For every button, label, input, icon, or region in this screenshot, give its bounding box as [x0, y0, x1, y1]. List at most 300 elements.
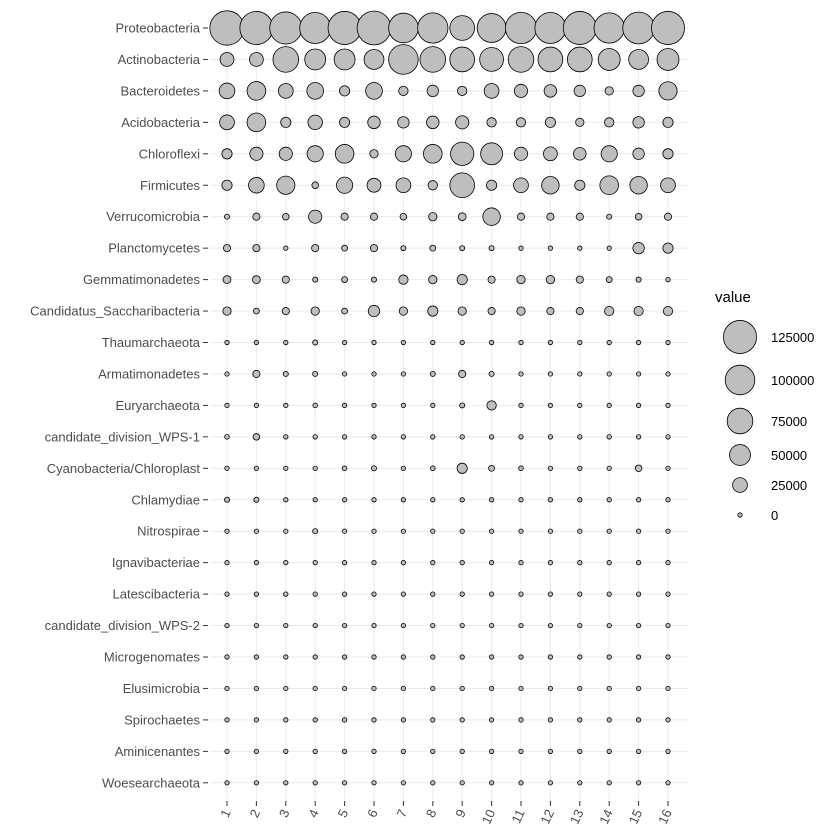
bubble-point — [429, 275, 437, 283]
bubble-point — [342, 749, 346, 753]
bubble-point — [313, 403, 318, 408]
bubble-point — [277, 176, 295, 194]
bubble-point — [401, 592, 405, 596]
bubble-point — [401, 435, 405, 439]
bubble-point — [401, 655, 405, 659]
bubble-point — [401, 466, 405, 470]
bubble-point — [546, 275, 554, 283]
bubble-point — [431, 340, 435, 344]
bubble-point — [636, 435, 640, 439]
bubble-point — [342, 372, 346, 376]
bubble-point — [606, 277, 612, 283]
bubble-point — [372, 655, 376, 659]
bubble-point — [284, 623, 288, 627]
bubble-point — [253, 370, 260, 377]
bubble-point — [576, 276, 583, 283]
bubble-point — [401, 403, 405, 407]
x-tick-label: 13 — [566, 806, 587, 827]
y-tick-label: Firmicutes — [140, 177, 200, 193]
bubble-point — [284, 340, 288, 344]
bubble-point — [367, 178, 381, 192]
bubble-point — [460, 592, 464, 596]
bubble-point — [578, 372, 582, 376]
y-tick-label: candidate_division_WPS-2 — [44, 618, 200, 634]
bubble-point — [313, 592, 317, 596]
bubble-point — [666, 372, 670, 376]
bubble-point — [663, 117, 673, 127]
bubble-point — [284, 435, 288, 439]
bubble-point — [225, 435, 230, 440]
bubble-point — [635, 465, 642, 472]
bubble-point — [460, 560, 464, 564]
bubble-series — [210, 11, 685, 785]
x-tick-label: 12 — [537, 806, 558, 827]
bubble-point — [253, 245, 260, 252]
bubble-point — [544, 85, 557, 98]
bubble-point — [519, 623, 523, 627]
bubble-point — [281, 117, 291, 127]
bubble-point — [220, 115, 235, 130]
bubble-point — [607, 560, 611, 564]
bubble-point — [254, 781, 258, 785]
bubble-point — [607, 435, 611, 439]
bubble-point — [313, 686, 317, 690]
x-tick-label: 2 — [246, 806, 264, 820]
bubble-point — [254, 403, 258, 407]
bubble-point — [607, 749, 611, 753]
bubble-point — [372, 435, 376, 439]
bubble-point — [514, 147, 527, 160]
bubble-point — [636, 655, 640, 659]
bubble-point — [431, 435, 435, 439]
bubble-point — [420, 47, 446, 73]
bubble-point — [567, 47, 592, 72]
bubble-point — [450, 47, 475, 72]
grid-lines — [210, 10, 688, 800]
bubble-point — [401, 749, 405, 753]
legend-key — [733, 478, 748, 493]
bubble-point — [284, 498, 288, 502]
bubble-point — [284, 718, 288, 722]
bubble-point — [430, 466, 435, 471]
legend-label: 0 — [771, 508, 779, 523]
bubble-point — [460, 718, 464, 722]
bubble-point — [223, 245, 230, 252]
legend-key — [730, 445, 751, 466]
bubble-point — [514, 84, 527, 97]
bubble-point — [666, 718, 670, 722]
bubble-point — [578, 403, 582, 407]
bubble-point — [335, 144, 354, 163]
bubble-point — [548, 749, 552, 753]
bubble-point — [548, 718, 552, 722]
legend-label: 50000 — [771, 448, 808, 463]
y-tick-label: Aminicenantes — [114, 743, 200, 759]
bubble-point — [342, 340, 346, 344]
bubble-point — [225, 560, 229, 564]
bubble-point — [636, 340, 640, 344]
bubble-point — [282, 213, 289, 220]
bubble-point — [431, 749, 435, 753]
bubble-point — [225, 466, 229, 470]
bubble-point — [519, 749, 523, 753]
bubble-point — [368, 305, 379, 316]
bubble-point — [460, 340, 464, 344]
bubble-point — [370, 150, 378, 158]
bubble-point — [249, 177, 265, 193]
legend-label: 25000 — [771, 478, 808, 493]
legend-label: 75000 — [771, 414, 808, 429]
bubble-point — [282, 307, 289, 314]
y-tick-label: Euryarchaeota — [115, 397, 200, 413]
bubble-point — [578, 655, 582, 659]
bubble-point — [576, 118, 584, 126]
bubble-point — [431, 718, 435, 722]
bubble-point — [225, 781, 229, 785]
bubble-point — [548, 246, 552, 250]
x-tick-label: 11 — [508, 806, 528, 826]
bubble-point — [574, 148, 587, 161]
bubble-point — [460, 749, 464, 753]
bubble-point — [633, 148, 644, 159]
bubble-point — [372, 372, 376, 376]
bubble-point — [578, 340, 582, 344]
bubble-point — [254, 592, 258, 596]
bubble-point — [372, 560, 376, 564]
y-axis — [30, 21, 208, 791]
bubble-point — [548, 592, 552, 596]
bubble-point — [514, 178, 529, 193]
bubble-point — [284, 686, 288, 690]
bubble-point — [666, 623, 670, 627]
bubble-point — [548, 435, 552, 439]
bubble-point — [309, 210, 322, 223]
bubble-point — [661, 178, 676, 193]
bubble-point — [250, 147, 263, 160]
bubble-point — [370, 213, 377, 220]
y-tick-label: Nitrospirae — [137, 523, 200, 539]
bubble-point — [578, 686, 582, 690]
bubble-point — [666, 749, 670, 753]
bubble-point — [401, 781, 405, 785]
bubble-point — [342, 277, 348, 283]
y-tick-label: Candidatus_Saccharibacteria — [30, 303, 200, 319]
bubble-point — [431, 592, 435, 596]
bubble-point — [219, 83, 235, 99]
bubble-point — [457, 463, 467, 473]
bubble-point — [548, 655, 552, 659]
bubble-point — [458, 86, 467, 95]
y-tick-label: Verrucomicrobia — [106, 209, 200, 225]
bubble-point — [666, 655, 670, 659]
bubble-point — [342, 498, 346, 502]
bubble-point — [225, 403, 229, 407]
bubble-point — [431, 498, 435, 502]
bubble-point — [395, 146, 411, 162]
bubble-point — [666, 340, 670, 344]
x-tick-label: 6 — [364, 806, 381, 820]
bubble-point — [607, 781, 611, 785]
bubble-point — [457, 274, 467, 284]
x-tick-label: 8 — [422, 806, 440, 820]
bubble-point — [225, 686, 229, 690]
bubble-point — [477, 14, 506, 43]
bubble-point — [371, 277, 376, 282]
bubble-point — [450, 173, 475, 198]
bubble-point — [535, 12, 566, 43]
bubble-point — [607, 529, 611, 533]
bubble-point — [519, 718, 523, 722]
bubble-point — [307, 83, 324, 100]
bubble-point — [574, 85, 585, 96]
bubble-point — [578, 781, 582, 785]
bubble-point — [657, 48, 679, 70]
bubble-point — [313, 529, 318, 534]
y-tick-label: Microgenomates — [103, 649, 200, 665]
bubble-point — [366, 83, 383, 100]
bubble-point — [578, 498, 582, 502]
bubble-point — [636, 592, 640, 596]
bubble-point — [339, 117, 349, 127]
bubble-point — [249, 53, 263, 67]
y-tick-label: Cyanobacteria/Chloroplast — [46, 460, 200, 476]
bubble-point — [254, 749, 258, 753]
bubble-point — [430, 371, 435, 376]
bubble-point — [663, 306, 672, 315]
bubble-point — [636, 718, 640, 722]
bubble-point — [636, 623, 640, 627]
bubble-point — [225, 623, 229, 627]
bubble-point — [225, 592, 229, 596]
bubble-point — [607, 592, 611, 596]
bubble-point — [607, 340, 611, 344]
bubble-point — [630, 177, 648, 195]
bubble-point — [578, 466, 582, 470]
bubble-point — [220, 53, 234, 67]
bubble-point — [273, 47, 299, 73]
bubble-point — [460, 686, 464, 690]
bubble-point — [300, 12, 331, 43]
bubble-point — [636, 277, 641, 282]
bubble-point — [578, 749, 582, 753]
bubble-point — [519, 498, 523, 502]
x-tick-label: 16 — [655, 806, 675, 827]
bubble-point — [328, 11, 361, 44]
bubble-point — [563, 11, 596, 44]
bubble-point — [401, 718, 405, 722]
bubble-point — [538, 47, 563, 72]
bubble-point — [372, 686, 376, 690]
bubble-point — [460, 246, 465, 251]
bubble-point — [666, 403, 670, 407]
bubble-point — [607, 372, 611, 376]
bubble-point — [399, 86, 408, 95]
bubble-point — [666, 466, 670, 470]
bubble-point — [578, 560, 582, 564]
bubble-point — [401, 529, 405, 533]
bubble-point — [372, 749, 376, 753]
bubble-point — [576, 213, 583, 220]
bubble-point — [516, 118, 525, 127]
bubble-point — [519, 781, 523, 785]
bubble-point — [663, 243, 673, 253]
bubble-point — [489, 246, 494, 251]
x-tick-label: 4 — [305, 806, 322, 820]
bubble-point — [431, 781, 435, 785]
bubble-point — [489, 498, 493, 502]
bubble-point — [519, 246, 523, 250]
bubble-point — [651, 11, 684, 44]
bubble-point — [284, 592, 288, 596]
bubble-point — [543, 147, 557, 161]
bubble-point — [223, 276, 231, 284]
bubble-point — [284, 403, 288, 407]
bubble-point — [284, 781, 288, 785]
bubble-point — [545, 117, 555, 127]
bubble-point — [431, 655, 435, 659]
bubble-point — [334, 49, 355, 70]
x-tick-label: 7 — [393, 806, 411, 820]
bubble-point — [284, 246, 288, 250]
bubble-point — [633, 242, 644, 253]
bubble-point — [389, 45, 419, 75]
bubble-point — [519, 686, 523, 690]
bubble-point — [284, 655, 288, 659]
bubble-point — [666, 560, 670, 564]
bubble-point — [399, 275, 408, 284]
bubble-point — [481, 143, 503, 165]
bubble-point — [458, 307, 466, 315]
bubble-point — [636, 529, 640, 533]
bubble-point — [578, 435, 582, 439]
legend-key — [725, 365, 755, 395]
bubble-point — [460, 655, 464, 659]
bubble-point — [460, 529, 464, 533]
bubble-point — [357, 11, 391, 45]
bubble-point — [636, 686, 640, 690]
bubble-point — [282, 276, 289, 283]
bubble-point — [342, 529, 346, 533]
legend-key — [738, 513, 742, 517]
bubble-point — [370, 245, 377, 252]
x-tick-label: 10 — [478, 806, 499, 827]
y-tick-label: Thaumarchaeota — [101, 335, 200, 350]
bubble-point — [489, 623, 493, 627]
bubble-point — [313, 623, 317, 627]
bubble-point — [517, 275, 525, 283]
bubble-point — [279, 147, 292, 160]
bubble-point — [372, 718, 376, 722]
bubble-point — [578, 718, 582, 722]
bubble-point — [489, 560, 493, 564]
bubble-point — [575, 180, 585, 190]
x-tick-label: 14 — [596, 806, 616, 827]
y-tick-label: Gemmatimonadetes — [82, 272, 200, 288]
bubble-point — [460, 498, 464, 502]
bubble-point — [636, 498, 640, 502]
bubble-point — [460, 403, 465, 408]
bubble-point — [548, 403, 552, 407]
legend-label: 125000 — [771, 330, 815, 345]
bubble-point — [548, 529, 552, 533]
bubble-point — [519, 435, 523, 439]
bubble-point — [313, 781, 317, 785]
bubble-point — [431, 623, 435, 627]
y-tick-label: Woesearchaeota — [101, 775, 200, 791]
bubble-point — [308, 115, 323, 130]
bubble-point — [548, 498, 552, 502]
bubble-point — [488, 307, 495, 314]
bubble-point — [253, 213, 260, 220]
bubble-point — [636, 781, 640, 785]
bubble-point — [607, 466, 611, 470]
bubble-point — [430, 245, 436, 251]
bubble-point — [548, 340, 552, 344]
bubble-point — [225, 529, 229, 533]
bubble-point — [576, 307, 583, 314]
bubble-point — [342, 403, 346, 407]
bubble-point — [548, 560, 552, 564]
bubble-point — [666, 277, 670, 281]
bubble-point — [460, 781, 464, 785]
bubble-point — [519, 403, 523, 407]
bubble-point — [578, 529, 582, 533]
bubble-point — [636, 372, 640, 376]
bubble-point — [519, 529, 523, 533]
bubble-point — [636, 749, 640, 753]
bubble-point — [342, 623, 346, 627]
bubble-point — [284, 529, 288, 533]
bubble-point — [313, 466, 317, 470]
bubble-point — [548, 372, 552, 376]
bubble-point — [401, 623, 405, 627]
bubble-point — [666, 686, 670, 690]
bubble-point — [210, 11, 244, 45]
x-tick-label: 5 — [334, 806, 352, 820]
bubble-point — [342, 686, 346, 690]
legend — [715, 289, 814, 523]
bubble-point — [542, 177, 560, 195]
bubble-point — [578, 592, 582, 596]
y-tick-label: candidate_division_WPS-1 — [44, 429, 200, 445]
bubble-point — [517, 213, 524, 220]
bubble-point — [666, 592, 670, 596]
bubble-point — [431, 403, 435, 407]
bubble-point — [224, 497, 229, 502]
bubble-point — [254, 623, 258, 627]
bubble-point — [396, 178, 411, 193]
x-tick-label: 3 — [275, 806, 293, 820]
bubble-point — [431, 686, 435, 690]
bubble-point — [605, 87, 613, 95]
bubble-point — [254, 466, 258, 470]
bubble-point — [342, 466, 347, 471]
bubble-point — [254, 497, 259, 502]
bubble-point — [372, 781, 376, 785]
y-tick-label: Spirochaetes — [124, 712, 200, 728]
y-tick-label: Acidobacteria — [121, 114, 200, 130]
bubble-point — [460, 435, 464, 439]
bubble-point — [594, 13, 624, 43]
bubble-point — [505, 12, 536, 43]
bubble-point — [313, 435, 317, 439]
bubble-point — [489, 749, 493, 753]
x-tick-label: 9 — [452, 806, 469, 820]
bubble-point — [623, 12, 655, 44]
bubble-point — [607, 214, 612, 219]
bubble-point — [341, 213, 348, 220]
bubble-point — [489, 718, 493, 722]
